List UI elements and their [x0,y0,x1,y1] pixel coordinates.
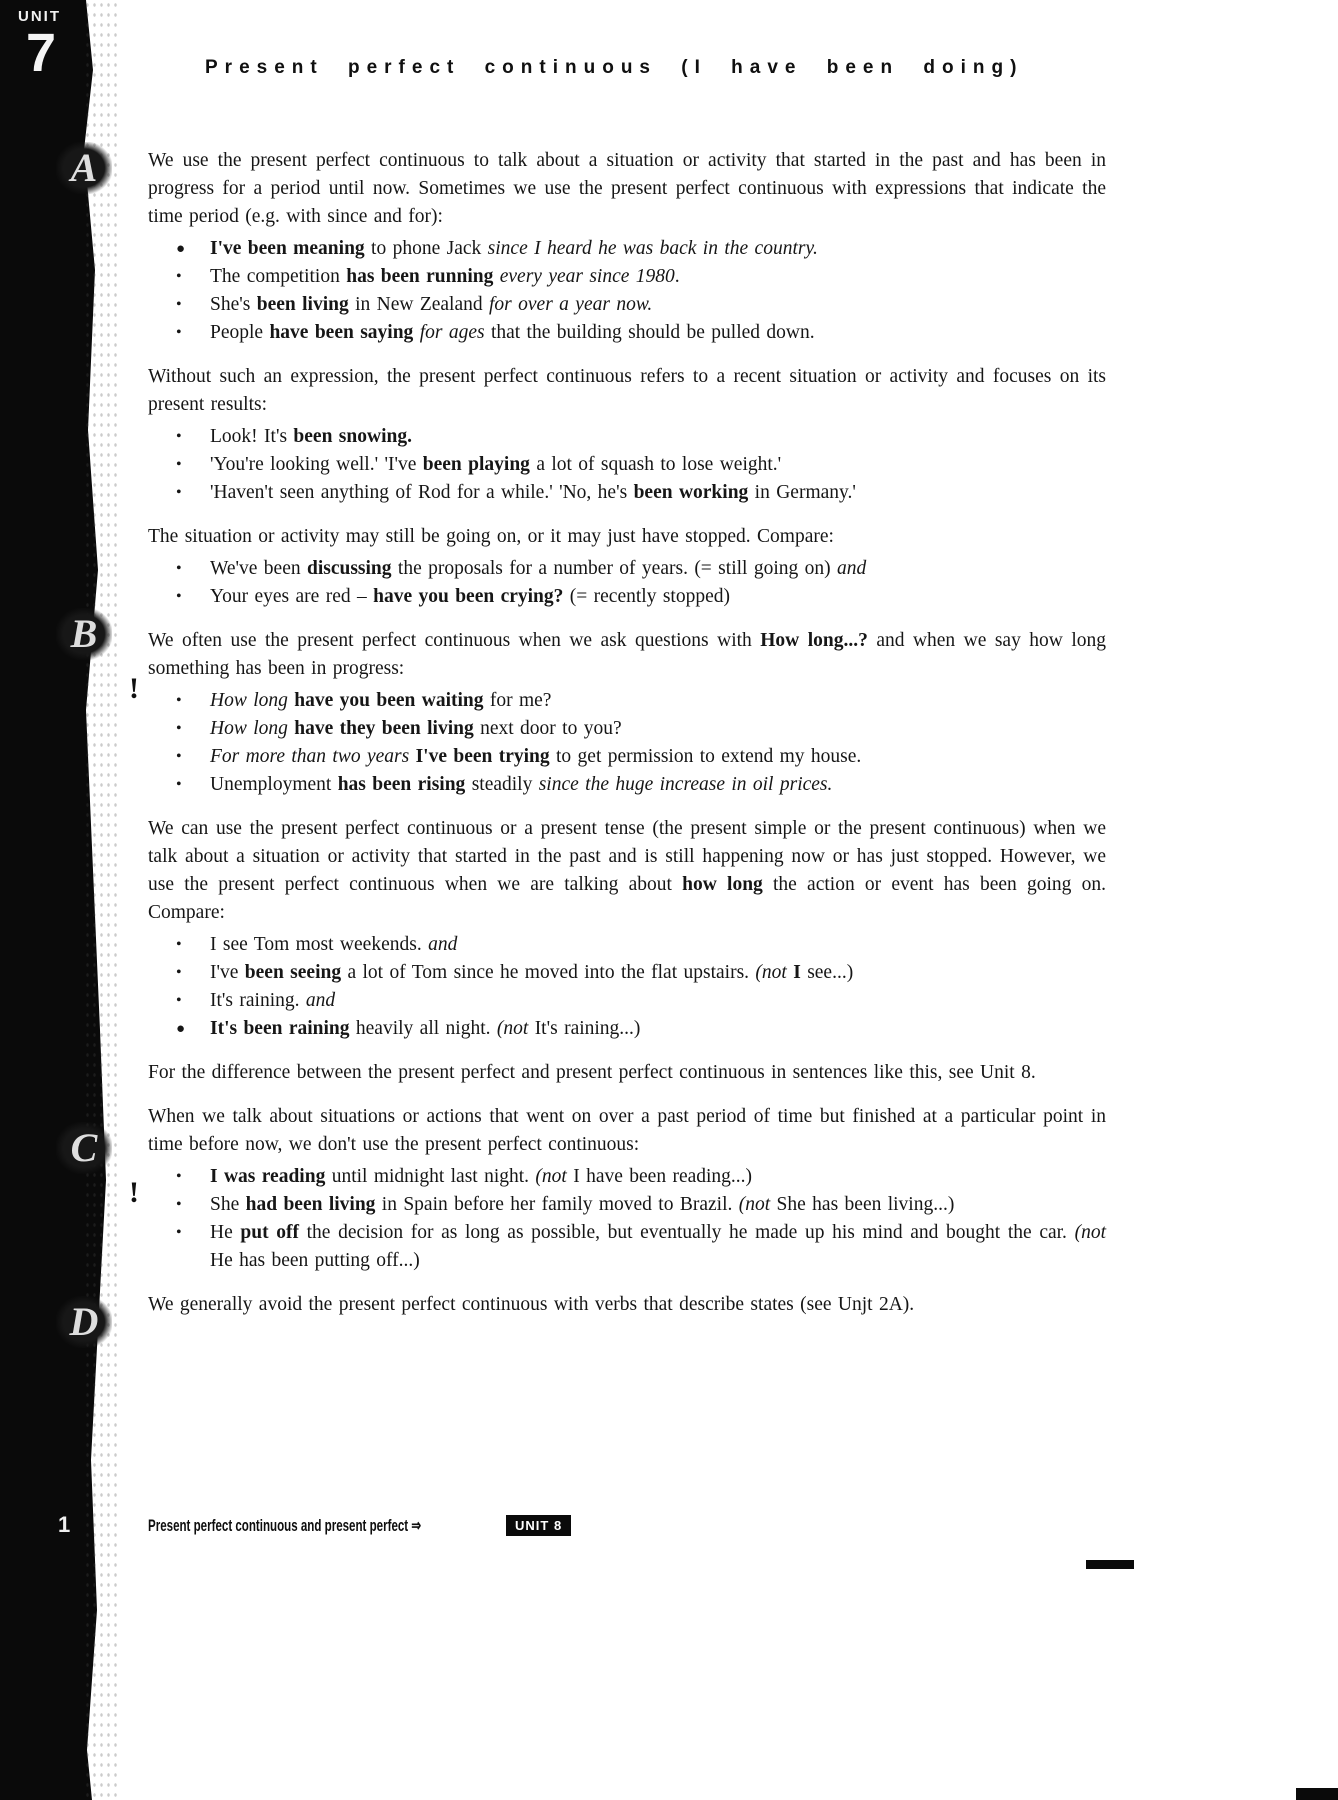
bold-text: have you been waiting [294,690,484,711]
bullet-icon: • [176,1168,182,1185]
italic-text: (not [738,1194,771,1215]
paragraph [148,627,1106,683]
italic-text: How long [210,718,288,739]
example-item [148,771,1106,799]
bullet-icon: • [176,1224,182,1241]
example-item [148,1015,1106,1043]
text: Without such an expression, the present perfect continuous refers to a recent situation or activity and focuses on its present results: [148,366,1106,415]
bullet-icon: • [176,748,182,765]
italic-text: for over a year now. [489,294,653,315]
bold-text: been playing [422,454,530,475]
section-b [148,627,1106,1087]
page-content [148,0,1106,1323]
bold-text: I was reading [210,1166,326,1187]
example-list [148,687,1106,799]
warning-icon: ! [129,1176,139,1209]
bullet-icon: • [176,992,182,1009]
bold-text: put off [240,1222,299,1243]
text: to get permission to extend my house. [549,746,862,767]
text: the action or event has been going on. Compare: [148,874,1106,923]
text: The competition [210,266,347,287]
text: We often use the present perfect continuous when we ask questions with [148,630,761,651]
example-item [148,1219,1106,1275]
example-item [148,235,1106,263]
footer-text: Present perfect continuous and present perfect ⇒ [148,1516,422,1535]
example-item [148,743,1106,771]
paragraph [148,1103,1106,1159]
text: in Germany.' [748,482,856,503]
text: heavily all night. [349,1018,497,1039]
footer [148,1514,748,1540]
example-item [148,715,1106,743]
text: the decision for as long as possible, but eventually he made up his mind and bought the car. [298,1222,1075,1243]
bold-text: discussing [306,558,392,579]
bold-text: been seeing [244,962,342,983]
bold-text: I've been trying [415,746,550,767]
section-d [148,1291,1106,1319]
text: 'You're looking well.' 'I've [210,454,423,475]
section-c [148,1103,1106,1275]
footer-unit-badge: UNIT 8 [506,1515,571,1536]
italic-text: for ages [419,322,485,343]
bold-text: have they been living [294,718,474,739]
italic-text: and [836,558,867,579]
text: to phone Jack [364,238,488,259]
bullet-icon: • [176,1196,182,1213]
text: (= recently stopped) [563,586,730,607]
example-list [148,1163,1106,1275]
warning-icon: ! [129,672,139,705]
text: that the building should be pulled down. [484,322,815,343]
example-item [148,291,1106,319]
text: When we talk about situations or actions that went on over a past period of time but finished at a particular point in time before now, we don't use the present perfect continuous: [148,1106,1106,1155]
bold-text: has been running [346,266,494,287]
text: The situation or activity may still be going on, or it may just have stopped. Compare: [148,526,834,547]
text: . [674,266,680,287]
text: We generally avoid the present perfect continuous with verbs that describe states (see Unjt 2A). [148,1294,915,1315]
unit-label: UNIT [18,8,61,25]
text: see...) [800,962,854,983]
italic-text: (not [755,962,787,983]
italic-text: since I heard he was back in the country. [487,238,818,259]
bold-text: been snowing. [293,426,412,447]
example-item [148,931,1106,959]
example-list [148,235,1106,347]
italic-text: (not [1074,1222,1106,1243]
sections-container [148,147,1106,1319]
bold-text: How long...? [760,630,868,651]
text: He has been putting off...) [210,1250,420,1271]
italic-text: every year since 1980 [499,266,675,287]
bullet-icon: ● [176,1021,186,1037]
example-list [148,931,1106,1043]
example-item [148,959,1106,987]
section-marker-b: B [56,608,112,660]
text: It's raining. [210,990,306,1011]
paragraph [148,363,1106,419]
bullet-icon: • [176,560,182,577]
bold-text: has been rising [337,774,466,795]
bullet-icon: • [176,776,182,793]
text: Unemployment [210,774,338,795]
bold-text: It's been raining [210,1018,350,1039]
text: I have been reading...) [566,1166,753,1187]
bold-text: had been living [245,1194,376,1215]
text: a lot of squash to lose weight.' [529,454,782,475]
bold-text: how long [682,874,763,895]
section-marker-d: D [56,1296,112,1348]
text: Look! It's [210,426,294,447]
section-marker-c: C [56,1122,112,1174]
bold-text: I [793,962,801,983]
text: She's [210,294,257,315]
bullet-icon: • [176,484,182,501]
bold-text: have been saying [269,322,414,343]
text: Your eyes are red – [210,586,374,607]
unit-number: 7 [26,23,57,83]
text: We've been [210,558,307,579]
paragraph [148,523,1106,551]
bullet-icon: • [176,324,182,341]
scan-artifact [1086,1560,1134,1569]
bullet-icon: ● [176,241,186,257]
example-list [148,555,1106,611]
italic-text: How long [210,690,288,711]
text: a lot of Tom since he moved into the flat upstairs. [341,962,756,983]
page-title: Present perfect continuous (I have been doing) [205,57,1024,78]
bold-text: I've been meaning [210,238,365,259]
text: in New Zealand [348,294,490,315]
example-item [148,687,1106,715]
example-item [148,583,1106,611]
text: the proposals for a number of years. (= still going on) [391,558,837,579]
paragraph [148,1291,1106,1319]
example-item [148,479,1106,507]
example-list [148,423,1106,507]
example-item [148,319,1106,347]
text: until midnight last night. [325,1166,536,1187]
italic-text: (not [496,1018,529,1039]
section-a [148,147,1106,611]
text: He [210,1222,241,1243]
section-marker-a: A [56,142,112,194]
bullet-icon: • [176,588,182,605]
bold-text: been working [633,482,749,503]
text: for me? [483,690,552,711]
example-item [148,555,1106,583]
example-item [148,263,1106,291]
text: We can use the present perfect continuous or a present tense (the present simple or the present continuous) when we talk about a situation or activity that started in the past and is still happening now or has just stopped. However, we use the present perfect continuous when we are talking about [148,818,1106,895]
italic-text: since the huge increase in oil prices. [538,774,833,795]
text: steadily [465,774,539,795]
text: She has been living...) [770,1194,955,1215]
bullet-icon: • [176,296,182,313]
paragraph [148,815,1106,927]
scan-artifact [1296,1788,1338,1800]
bullet-icon: • [176,428,182,445]
text: I see Tom most weekends. [210,934,429,955]
paragraph [148,147,1106,231]
bold-text: been living [256,294,349,315]
bullet-icon: • [176,964,182,981]
text: She [210,1194,246,1215]
example-item [148,451,1106,479]
example-item [148,1163,1106,1191]
text: 'Haven't seen anything of Rod for a while.' 'No, he's [210,482,634,503]
bullet-icon: • [176,936,182,953]
bullet-icon: • [176,720,182,737]
page-number: 1 [58,1512,71,1537]
text: It's raining...) [528,1018,641,1039]
text: We use the present perfect continuous to talk about a situation or activity that started in the past and has been in progress for a period until now. Sometimes we use the present perfect continuous with expressions that indicate the time period (e.g. with since and for): [148,150,1106,227]
italic-text: For more than two years [210,746,410,767]
text: People [210,322,270,343]
example-item [148,987,1106,1015]
italic-text: and [305,990,336,1011]
text: next door to you? [473,718,622,739]
paragraph [148,1059,1106,1087]
italic-text: and [428,934,458,955]
text: For the difference between the present perfect and present perfect continuous in sentences like this, see Unit 8. [148,1062,1036,1083]
text: and when we say how long something has been in progress: [148,630,1107,679]
bullet-icon: • [176,692,182,709]
text: I've [210,962,245,983]
bold-text: have you been crying? [373,586,564,607]
bullet-icon: • [176,456,182,473]
example-item [148,423,1106,451]
text: in Spain before her family moved to Brazil. [375,1194,739,1215]
example-item [148,1191,1106,1219]
italic-text: (not [535,1166,567,1187]
bullet-icon: • [176,268,182,285]
